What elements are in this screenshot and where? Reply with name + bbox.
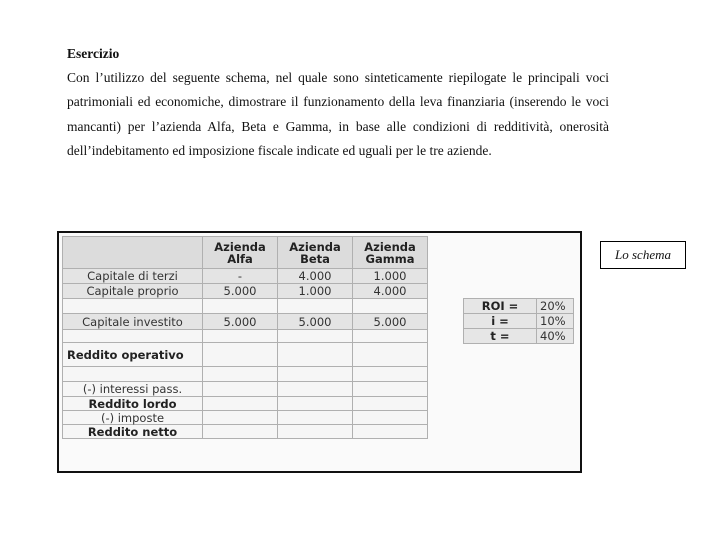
cell-capitale-terzi-alfa: - <box>203 269 278 284</box>
header-blank-cell <box>63 237 203 269</box>
empty-cell <box>203 411 278 425</box>
cell-capitale-proprio-beta: 1.000 <box>278 284 353 299</box>
table-row <box>63 314 428 330</box>
empty-cell <box>278 343 353 367</box>
empty-cell <box>278 330 353 343</box>
empty-cell <box>278 411 353 425</box>
table-header-row <box>63 237 428 269</box>
cell-capitale-investito-gamma: 5.000 <box>353 314 428 330</box>
table-row <box>63 411 428 425</box>
empty-cell <box>278 382 353 397</box>
cell-capitale-terzi-gamma: 1.000 <box>353 269 428 284</box>
exercise-text <box>67 42 609 163</box>
table-row <box>63 425 428 439</box>
table-row <box>63 269 428 284</box>
empty-cell <box>278 299 353 314</box>
empty-cell <box>353 425 428 439</box>
empty-cell <box>203 425 278 439</box>
parameter-row <box>464 314 574 329</box>
row-label-capitale-investito: Capitale investito <box>63 314 203 330</box>
table-row <box>63 343 428 367</box>
empty-cell <box>353 397 428 411</box>
schema-figure <box>57 231 582 473</box>
param-t-label: t = <box>464 329 537 344</box>
empty-cell <box>278 397 353 411</box>
table-row <box>63 299 428 314</box>
empty-cell <box>278 367 353 382</box>
row-label-capitale-proprio: Capitale proprio <box>63 284 203 299</box>
param-roi-value: 20% <box>537 299 574 314</box>
parameters-table <box>463 298 574 344</box>
empty-cell <box>63 367 203 382</box>
empty-cell <box>353 382 428 397</box>
exercise-body: Con l’utilizzo del seguente schema, nel quale sono sinteticamente riepilogate le principali voci patrimoniali ed economiche, dimostrare il funzionamento della leva finanziaria (inserendo le voci mancanti) per l’azienda Alfa, Beta e Gamma, in base alle condizioni di redditività, onerosità dell’indebitamento ed imposizione fiscale indicate ed uguali per le tre aziende. <box>67 70 609 158</box>
empty-cell <box>353 330 428 343</box>
row-label-reddito-operativo: Reddito operativo <box>63 343 203 367</box>
empty-cell <box>203 299 278 314</box>
parameter-row <box>464 299 574 314</box>
header-azienda-beta: Azienda Beta <box>278 237 353 269</box>
empty-cell <box>203 343 278 367</box>
empty-cell <box>203 367 278 382</box>
schema-caption: Lo schema <box>600 241 686 269</box>
row-label-reddito-netto: Reddito netto <box>63 425 203 439</box>
empty-cell <box>203 397 278 411</box>
empty-cell <box>278 425 353 439</box>
exercise-title: Esercizio <box>67 46 120 61</box>
cell-capitale-proprio-alfa: 5.000 <box>203 284 278 299</box>
param-i-label: i = <box>464 314 537 329</box>
schema-table <box>62 236 428 439</box>
empty-cell <box>203 330 278 343</box>
header-azienda-alfa: Azienda Alfa <box>203 237 278 269</box>
row-label-capitale-terzi: Capitale di terzi <box>63 269 203 284</box>
cell-capitale-terzi-beta: 4.000 <box>278 269 353 284</box>
empty-cell <box>353 343 428 367</box>
table-row <box>63 284 428 299</box>
cell-capitale-investito-beta: 5.000 <box>278 314 353 330</box>
empty-cell <box>63 299 203 314</box>
cell-capitale-proprio-gamma: 4.000 <box>353 284 428 299</box>
header-azienda-gamma: Azienda Gamma <box>353 237 428 269</box>
row-label-interessi: (-) interessi pass. <box>63 382 203 397</box>
empty-cell <box>353 367 428 382</box>
cell-capitale-investito-alfa: 5.000 <box>203 314 278 330</box>
param-t-value: 40% <box>537 329 574 344</box>
row-label-imposte: (-) imposte <box>63 411 203 425</box>
table-row <box>63 367 428 382</box>
param-roi-label: ROI = <box>464 299 537 314</box>
row-label-reddito-lordo: Reddito lordo <box>63 397 203 411</box>
empty-cell <box>353 411 428 425</box>
table-row <box>63 382 428 397</box>
table-row <box>63 330 428 343</box>
table-row <box>63 397 428 411</box>
empty-cell <box>353 299 428 314</box>
param-i-value: 10% <box>537 314 574 329</box>
parameter-row <box>464 329 574 344</box>
empty-cell <box>203 382 278 397</box>
empty-cell <box>63 330 203 343</box>
